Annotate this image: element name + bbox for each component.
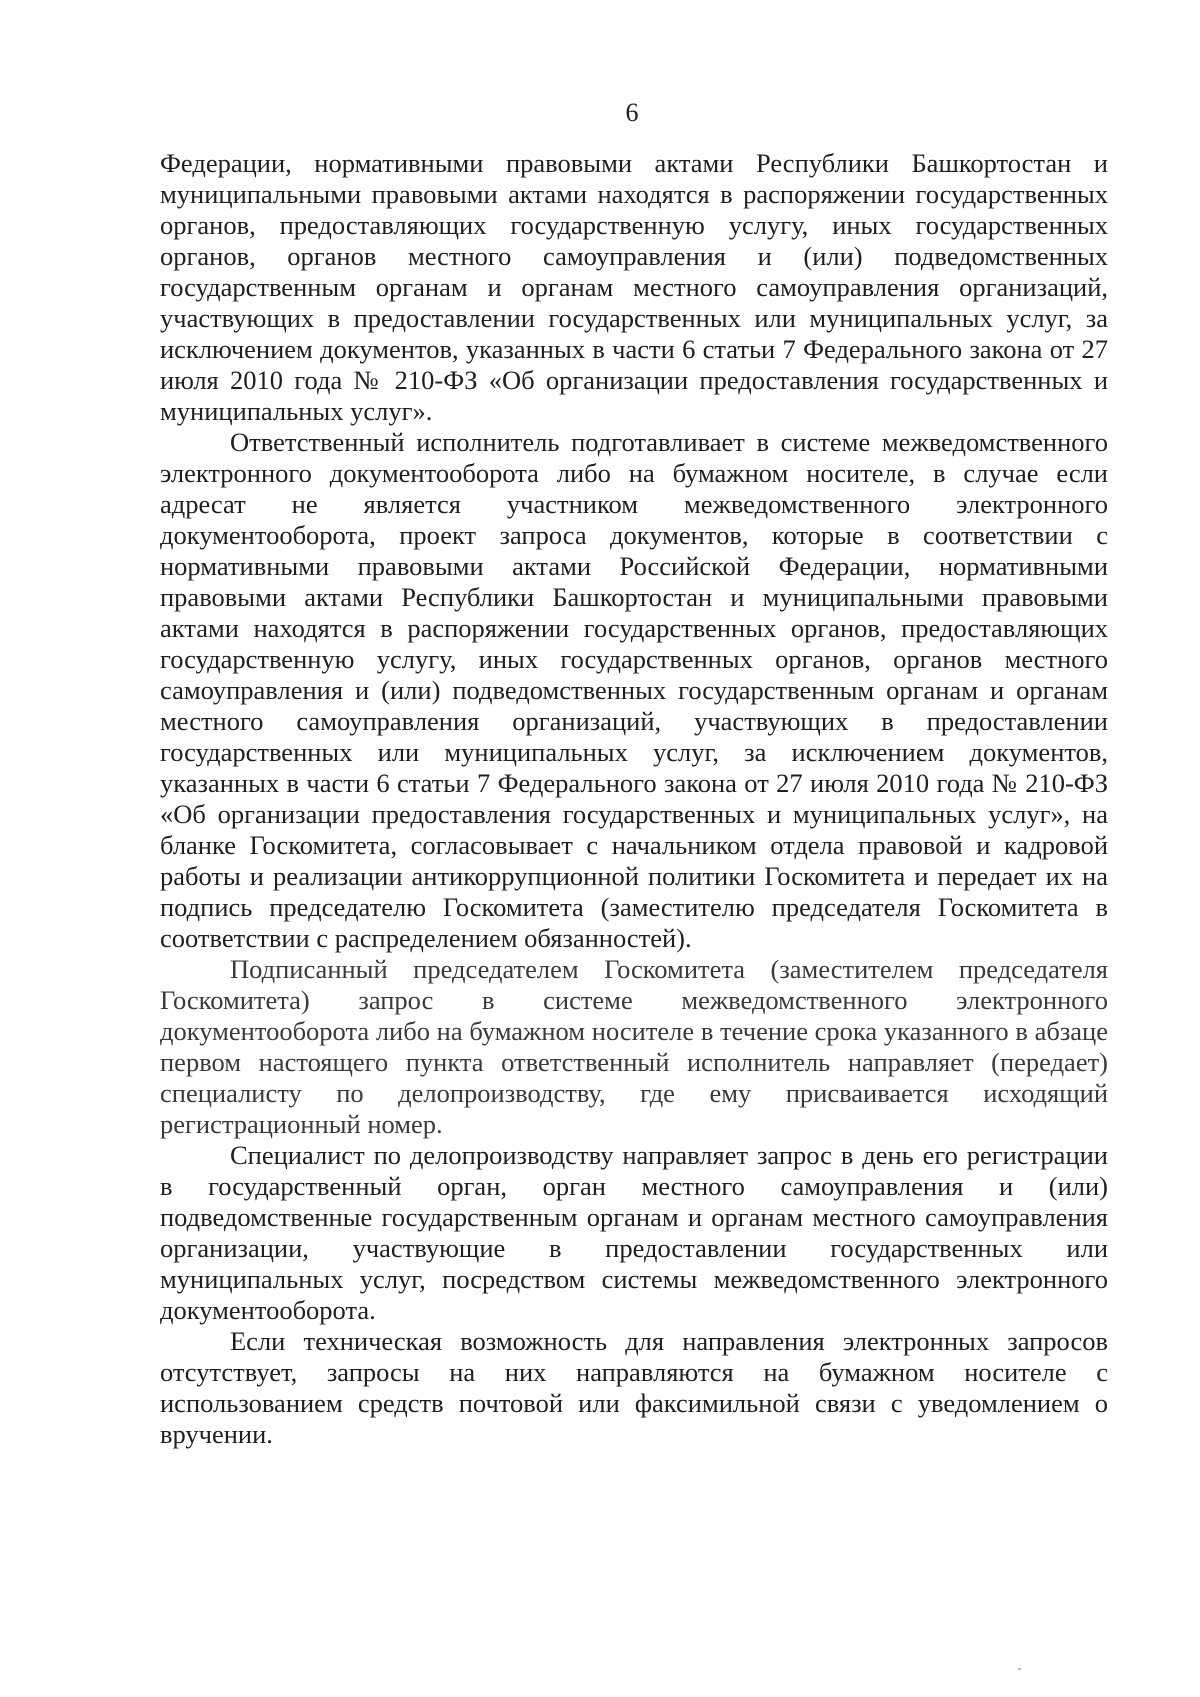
paragraph-records-specialist: Специалист по делопроизводству направляет запрос в день его регистрации в государственный орган, орган местного самоуправления и (или) подведомственные государственным органам и органам местного самоуправления организации, участвующие в предоставлении государственных или муниципальных услуг, посредством системы межведомственного электронного документооборота. (160, 1140, 1108, 1325)
page-number: 6 (625, 98, 639, 127)
paragraph-responsible-executor: Ответственный исполнитель подготавливает в системе межведомственного электронного документооборота либо на бумажном носителе, в случае если адресат не является участником межведомственного электронного документооборота, проект запроса документов, которые в соответствии с нормативными правовыми актами Российской Федерации, нормативными правовыми актами Республики Башкортостан и муниципальными правовыми актами находятся в распоряжении государственных органов, предоставляющих государственную услугу, иных государственных органов, органов местного самоуправления и (или) подведомственных государственным органам и органам местного самоуправления организаций, участвующих в предоставлении государственных или муниципальных услуг, за исключением документов, указанных в части 6 статьи 7 Федерального закона от 27 июля 2010 года № 210-ФЗ «Об организации предоставления государственных и муниципальных услуг», на бланке Госкомитета, согласовывает с начальником отдела правовой и кадровой работы и реализации антикоррупционной политики Госкомитета и передает их на подпись председателю Госкомитета (заместителю председателя Госкомитета в соответствии с распределением обязанностей). (160, 427, 1108, 953)
paragraph-paper-requests: Если техническая возможность для направления электронных запросов отсутствует, запросы на них направляются на бумажном носителе с использованием средств почтовой или факсимильной связи с уведомлением о вручении. (160, 1326, 1108, 1449)
scan-artifact (1018, 1668, 1021, 1670)
paragraph-continuation: Федерации, нормативными правовыми актами Республики Башкортостан и муниципальными правовыми актами находятся в распоряжении государственных органов, предоставляющих государственную услугу, иных государственных органов, органов местного самоуправления и (или) подведомственных государственным органам и органам местного самоуправления организаций, участвующих в предоставлении государственных или муниципальных услуг, за исключением документов, указанных в части 6 статьи 7 Федерального закона от 27 июля 2010 года № 210-ФЗ «Об организации предоставления государственных и муниципальных услуг». (160, 148, 1108, 426)
paragraph-signed-request: Подписанный председателем Госкомитета (заместителем председателя Госкомитета) запрос в системе межведомственного электронного документооборота либо на бумажном носителе в течение срока указанного в абзаце первом настоящего пункта ответственный исполнитель направляет (передает) специалисту по делопроизводству, где ему присваивается исходящий регистрационный номер. (160, 954, 1108, 1139)
document-body (160, 148, 1108, 1450)
